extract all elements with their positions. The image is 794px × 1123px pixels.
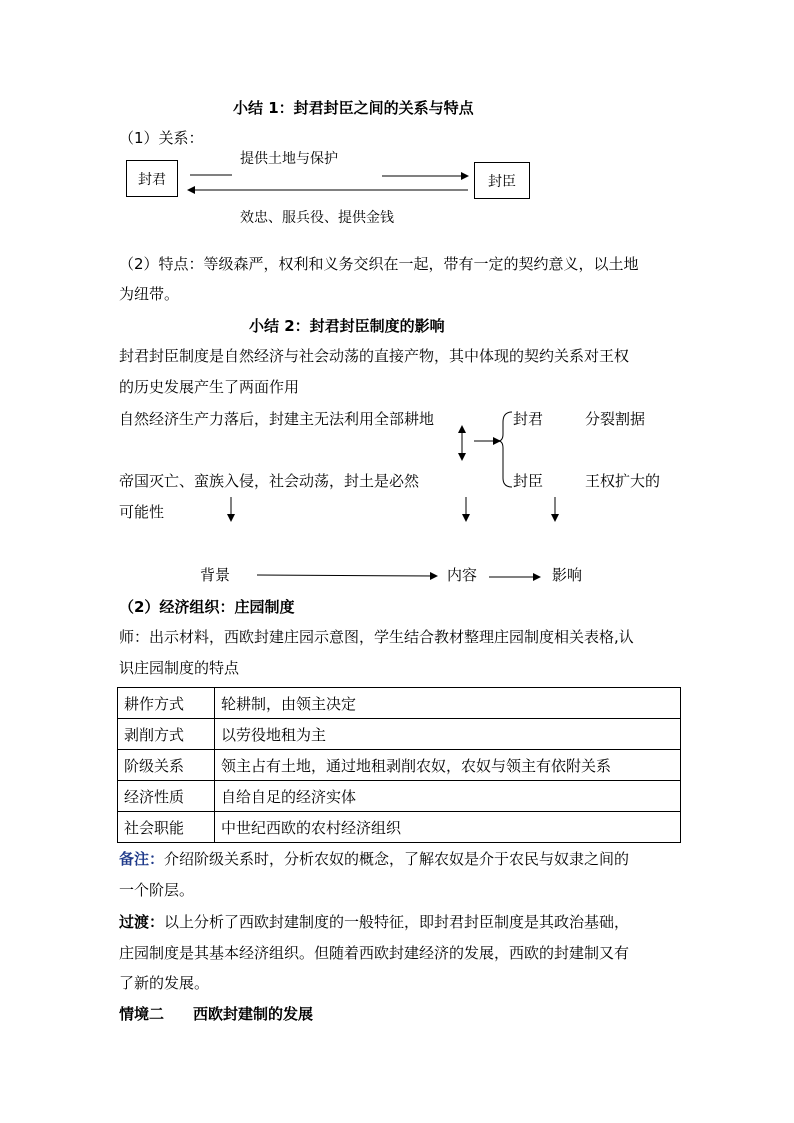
remark-line2: 一个阶层。 <box>119 881 195 899</box>
node-lord: 封君 <box>513 410 544 428</box>
summary2-title: 小结 2：封君封臣制度的影响 <box>249 317 445 335</box>
transition-label: 过渡： <box>119 913 165 931</box>
transition-line1 <box>119 911 629 932</box>
node-vassal: 封臣 <box>513 472 544 490</box>
effect-division: 分裂割据 <box>585 410 646 428</box>
flow-background: 背景 <box>200 566 231 584</box>
table-key: 经济性质 <box>118 781 215 812</box>
traits-line2: 为纽带。 <box>119 285 180 303</box>
remark-line1 <box>119 848 629 869</box>
scenario-title: 西欧封建制的发展 <box>193 1005 314 1023</box>
table-value: 自给自足的经济实体 <box>215 781 681 812</box>
table-key: 阶级关系 <box>118 750 215 781</box>
table-key: 剥削方式 <box>118 719 215 750</box>
remark-label: 备注： <box>119 850 165 868</box>
curly-brace <box>498 412 512 487</box>
table-value: 中世纪西欧的农村经济组织 <box>215 812 681 843</box>
transition-line3: 了新的发展。 <box>119 974 210 992</box>
manor-intro-line1: 师：出示材料，西欧封建庄园示意图，学生结合教材整理庄园制度相关表格,认 <box>119 628 634 646</box>
top-arrow-label: 提供土地与保护 <box>240 151 338 167</box>
traits-line1: （2）特点：等级森严，权利和义务交织在一起，带有一定的契约意义，以土地 <box>119 255 639 273</box>
scenario-label: 情境二 <box>119 1005 165 1023</box>
cause-economy: 自然经济生产力落后，封建主无法利用全部耕地 <box>119 410 435 428</box>
table-value: 领主占有土地，通过地租剥削农奴，农奴与领主有依附关系 <box>215 750 681 781</box>
transition-text: 以上分析了西欧封建制度的一般特征，即封君封臣制度是其政治基础， <box>164 913 630 931</box>
summary2-para-line1: 封君封臣制度是自然经济与社会动荡的直接产物，其中体现的契约关系对王权 <box>119 347 630 365</box>
transition-line2: 庄园制度是其基本经济组织。但随着西欧封建经济的发展，西欧的封建制又有 <box>119 944 630 962</box>
table-key: 社会职能 <box>118 812 215 843</box>
table-value: 以劳役地租为主 <box>215 719 681 750</box>
cause-turmoil-cont: 可能性 <box>119 503 165 521</box>
summary2-para-line2: 的历史发展产生了两面作用 <box>119 378 300 396</box>
manor-features-table <box>117 687 681 843</box>
flow-arrow-1 <box>257 575 437 576</box>
lord-box-label: 封君 <box>138 171 166 188</box>
flow-impact: 影响 <box>552 566 583 584</box>
remark-text: 介绍阶级关系时，分析农奴的概念，了解农奴是介于农民与奴隶之间的 <box>164 850 630 868</box>
table-row <box>118 781 681 812</box>
vassal-box-label: 封臣 <box>488 173 516 190</box>
table-row <box>118 750 681 781</box>
table-row <box>118 719 681 750</box>
table-row <box>118 688 681 719</box>
manor-heading: （2）经济组织：庄园制度 <box>119 598 295 616</box>
table-key: 耕作方式 <box>118 688 215 719</box>
bottom-arrow-label: 效忠、服兵役、提供金钱 <box>240 210 394 226</box>
flow-content: 内容 <box>447 566 478 584</box>
summary1-title: 小结 1：封君封臣之间的关系与特点 <box>233 99 474 117</box>
table-row <box>118 812 681 843</box>
cause-turmoil: 帝国灭亡、蛮族入侵，社会动荡，封土是必然 <box>119 472 420 490</box>
relation-heading: （1）关系： <box>119 129 204 147</box>
manor-intro-line2: 识庄园制度的特点 <box>119 659 240 677</box>
effect-kingship: 王权扩大的 <box>585 472 661 490</box>
table-value: 轮耕制，由领主决定 <box>215 688 681 719</box>
